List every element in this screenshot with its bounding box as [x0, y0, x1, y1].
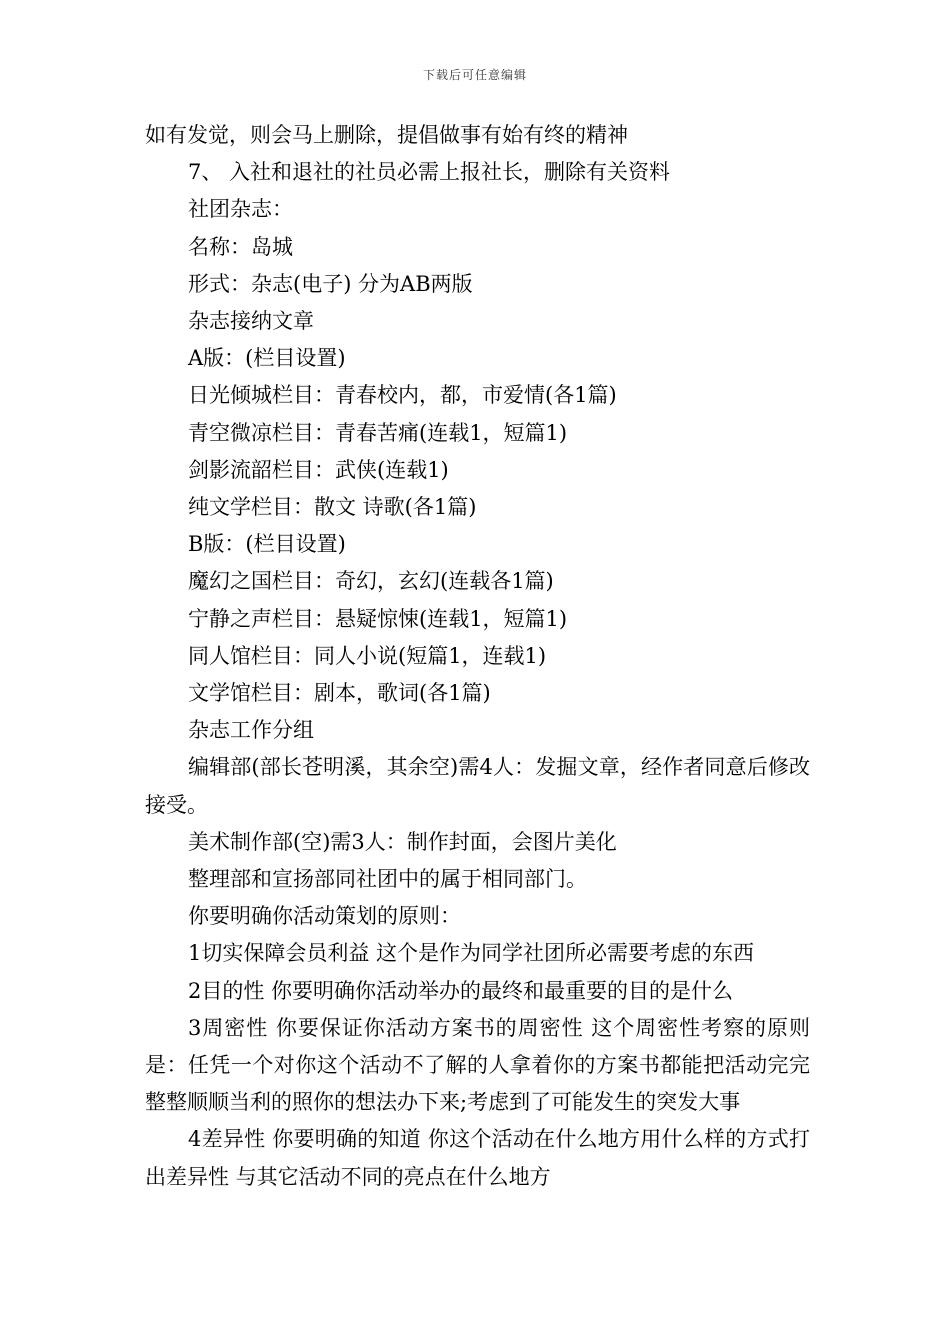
paragraph: B版：(栏目设置): [188, 532, 346, 557]
paragraph: 纯文学栏目：散文 诗歌(各1篇): [188, 495, 477, 520]
paragraph: 同人馆栏目：同人小说(短篇1，连载1): [188, 643, 547, 668]
document-body: [145, 117, 810, 1196]
paragraph: 杂志工作分组: [188, 718, 314, 743]
paragraph: A版：(栏目设置): [188, 346, 346, 371]
paragraph: 名称：岛城: [188, 234, 293, 259]
paragraph: 如有发觉，则会马上删除，提倡做事有始有终的精神: [145, 123, 628, 147]
paragraph: 魔幻之国栏目：奇幻，玄幻(连载各1篇): [188, 569, 554, 594]
paragraph: 7、 入社和退社的社员必需上报社长，删除有关资料: [188, 160, 671, 185]
paragraph: 社团杂志：: [188, 197, 293, 222]
paragraph: 剑影流韶栏目：武侠(连载1): [188, 457, 449, 482]
paragraph: 1切实保障会员利益 这个是作为同学社团所必需要考虑的东西: [188, 941, 755, 966]
paragraph: 日光倾城栏目：青春校内，都，市爱情(各1篇): [188, 383, 617, 408]
page-header: 下载后可任意编辑: [422, 68, 527, 82]
paragraph: 3周密性 你要保证你活动方案书的周密性 这个周密性考察的原则是：任凭一个对你这个活动不了解的人拿着你的方案书都能把活动完完整整顺顺当利的照你的想法办下来;考虑到了可能发生的突发大事: [145, 1015, 810, 1115]
paragraph: 2目的性 你要明确你活动举办的最终和最重要的目的是什么: [188, 978, 734, 1003]
paragraph: 文学馆栏目：剧本，歌词(各1篇): [188, 681, 491, 706]
paragraph: 美术制作部(空)需3人：制作封面，会图片美化: [188, 829, 617, 854]
paragraph: 宁静之声栏目：悬疑惊悚(连载1，短篇1): [188, 606, 568, 631]
paragraph: 整理部和宣扬部同社团中的属于相同部门。: [188, 867, 587, 892]
paragraph: 编辑部(部长苍明溪，其余空)需4人：发掘文章，经作者同意后修改接受。: [145, 755, 810, 817]
paragraph: 杂志接纳文章: [188, 309, 314, 334]
paragraph: 青空微凉栏目：青春苦痛(连载1，短篇1): [188, 420, 568, 445]
paragraph: 形式：杂志(电子) 分为AB两版: [188, 271, 473, 296]
paragraph: 4差异性 你要明确的知道 你这个活动在什么地方用什么样的方式打出差异性 与其它活动不同的亮点在什么地方: [145, 1127, 810, 1189]
paragraph: 你要明确你活动策划的原则：: [188, 904, 461, 929]
